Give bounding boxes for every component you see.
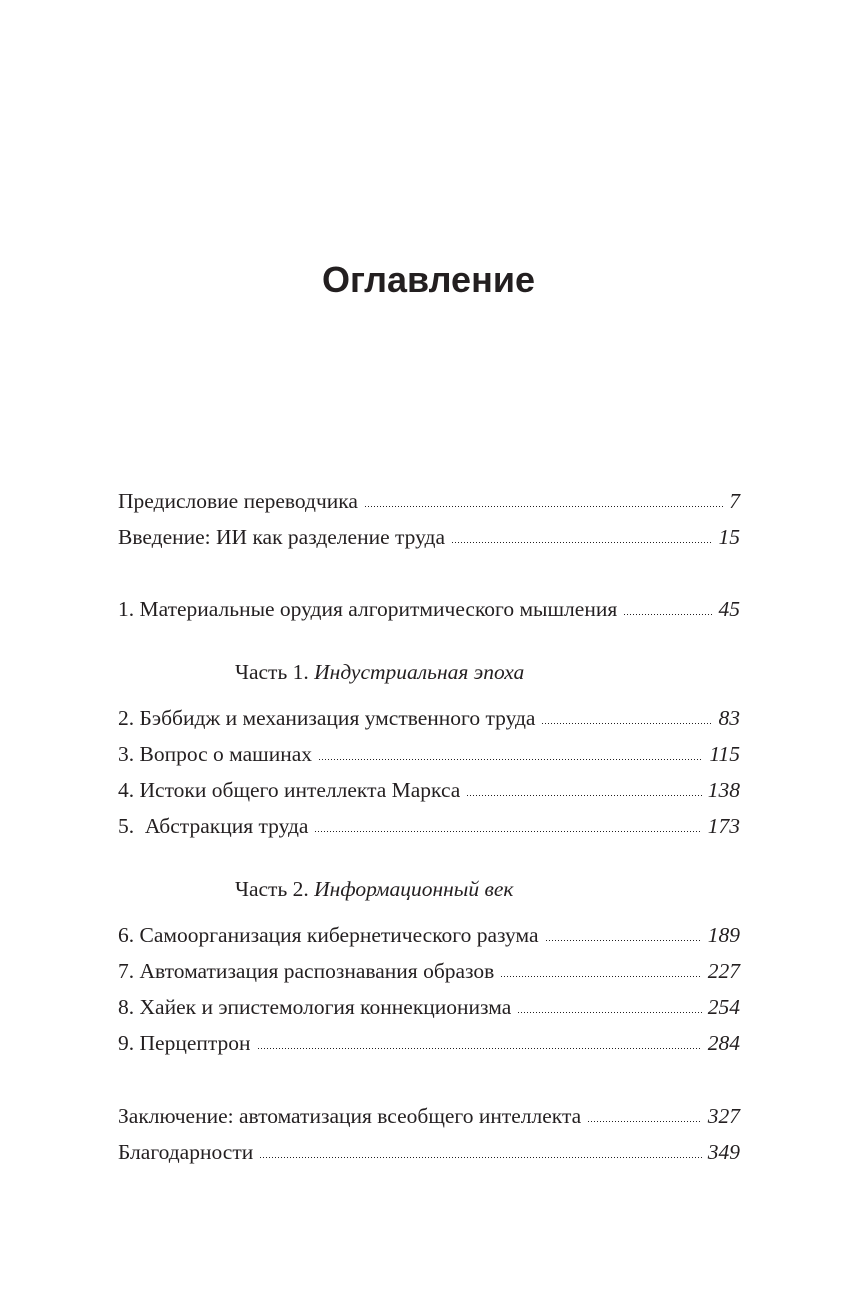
toc-entry-chapter-5[interactable] — [118, 811, 740, 841]
dot-leader — [314, 825, 701, 833]
toc-entry-chapter-1[interactable] — [118, 594, 740, 624]
toc-entry-acknowledgements[interactable] — [118, 1137, 740, 1167]
dot-leader — [257, 1042, 702, 1050]
part-1-heading — [235, 657, 524, 687]
toc-entry-chapter-9[interactable] — [118, 1028, 740, 1058]
entry-title: 5. Абстракция труда — [118, 814, 309, 838]
dot-leader — [517, 1006, 702, 1014]
dot-leader — [623, 608, 712, 616]
toc-entry-introduction[interactable] — [118, 522, 740, 552]
entry-page-number: 15 — [718, 525, 740, 549]
toc-entry-chapter-4[interactable] — [118, 775, 740, 805]
toc-entry-chapter-2[interactable] — [118, 703, 740, 733]
dot-leader — [318, 753, 703, 761]
entry-title: 1. Материальные орудия алгоритмического мышления — [118, 597, 618, 621]
entry-title: Введение: ИИ как разделение труда — [118, 525, 446, 549]
part-2-heading — [235, 874, 513, 904]
dot-leader — [259, 1151, 702, 1159]
entry-page-number: 349 — [707, 1140, 740, 1164]
entry-page-number: 45 — [718, 597, 740, 621]
entry-title: 6. Самоорганизация кибернетического разума — [118, 923, 539, 947]
entry-page-number: 173 — [707, 814, 740, 838]
entry-page-number: 138 — [707, 778, 740, 802]
dot-leader — [500, 970, 701, 978]
entry-page-number: 227 — [707, 959, 740, 983]
toc-entry-chapter-6[interactable] — [118, 920, 740, 950]
entry-title: 2. Бэббидж и механизация умственного труда — [118, 706, 536, 730]
entry-page-number: 284 — [707, 1031, 740, 1055]
part-title: Индустриальная эпоха — [314, 660, 525, 684]
entry-page-number: 83 — [718, 706, 740, 730]
entry-page-number: 254 — [707, 995, 740, 1019]
dot-leader — [587, 1115, 702, 1123]
dot-leader — [545, 934, 702, 942]
entry-title: 7. Автоматизация распознавания образов — [118, 959, 495, 983]
entry-page-number: 115 — [709, 742, 740, 766]
entry-title: Благодарности — [118, 1140, 254, 1164]
entry-title: Заключение: автоматизация всеобщего интеллекта — [118, 1104, 582, 1128]
entry-title: 3. Вопрос о машинах — [118, 742, 313, 766]
dot-leader — [364, 500, 723, 508]
dot-leader — [466, 789, 701, 797]
entry-title: 4. Истоки общего интеллекта Маркса — [118, 778, 461, 802]
toc-entry-conclusion[interactable] — [118, 1101, 740, 1131]
entry-page-number: 7 — [729, 489, 740, 513]
entry-title: Предисловие переводчика — [118, 489, 358, 513]
entry-page-number: 327 — [707, 1104, 740, 1128]
entry-title: 8. Хайек и эпистемология коннекционизма — [118, 995, 512, 1019]
part-title: Информационный век — [314, 877, 514, 901]
toc-entry-chapter-7[interactable] — [118, 956, 740, 986]
page-title: Оглавление — [322, 259, 535, 300]
entry-title: 9. Перцептрон — [118, 1031, 251, 1055]
part-prefix: Часть 2. — [235, 877, 309, 901]
toc-entry-chapter-3[interactable] — [118, 739, 740, 769]
entry-page-number: 189 — [707, 923, 740, 947]
dot-leader — [541, 717, 712, 725]
dot-leader — [451, 536, 712, 544]
toc-entry-translator-preface[interactable] — [118, 486, 740, 516]
part-prefix: Часть 1. — [235, 660, 309, 684]
toc-entry-chapter-8[interactable] — [118, 992, 740, 1022]
